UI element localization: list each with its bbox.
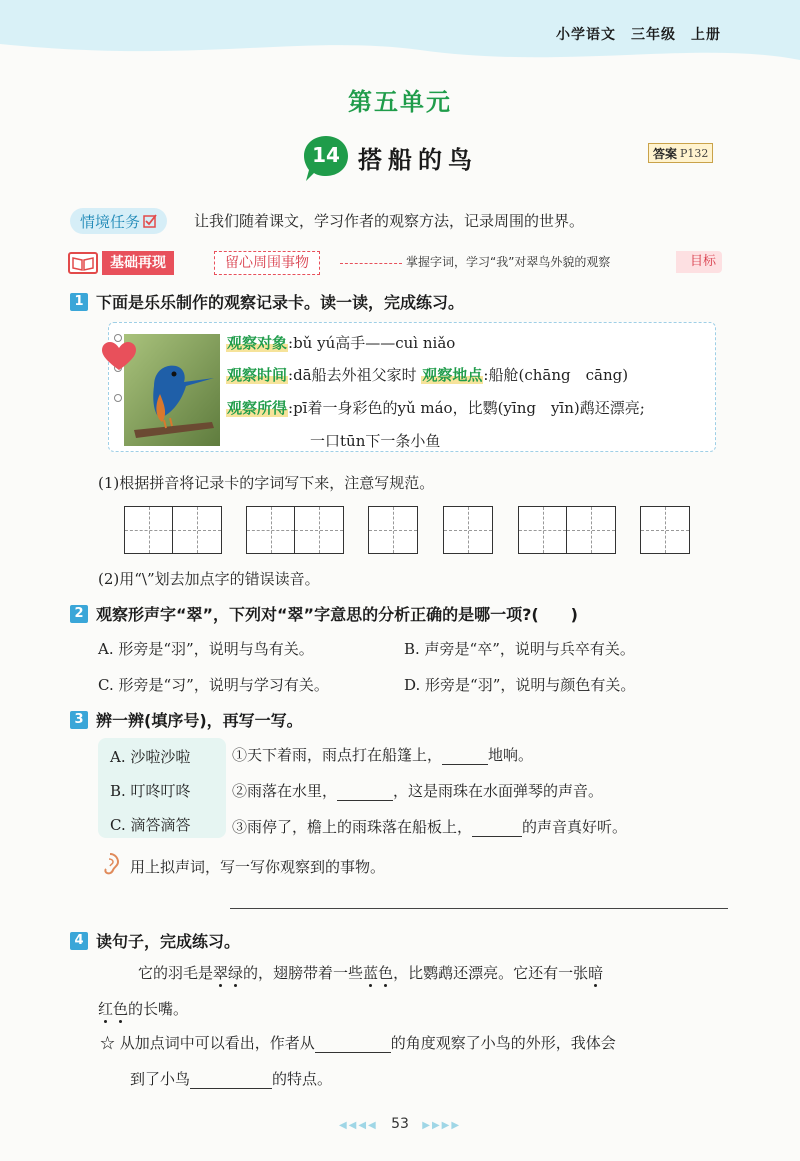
lesson-title: 搭船的鸟 xyxy=(358,145,478,174)
question-4-passage-line-1 xyxy=(138,962,603,983)
card-line-object xyxy=(226,332,455,353)
section-title: 基础再现 xyxy=(102,251,174,275)
question-2-option-a[interactable]: A. 形旁是“羽”，说明与鸟有关。 xyxy=(98,640,314,658)
question-number-4: 4 xyxy=(70,932,88,950)
task-text-pre: ☆ 从加点词中可以看出，作者从 xyxy=(100,1034,315,1052)
section-subtitle: 留心周围事物 xyxy=(214,251,320,275)
writing-box-2[interactable] xyxy=(246,506,344,554)
writing-box-4[interactable] xyxy=(443,506,493,554)
dotted-char: 色 xyxy=(113,1000,129,1018)
question-4-task-line-1 xyxy=(100,1032,616,1053)
sentence-2-post: ，这是雨珠在水面弹琴的声音。 xyxy=(393,782,604,800)
question-2-option-b[interactable]: B. 声旁是“卒”，说明与兵卒有关。 xyxy=(404,640,635,658)
card-text-place: :船舱(chāng cāng) xyxy=(483,366,629,384)
blank-4[interactable] xyxy=(315,1037,391,1053)
book-series-label: 小学语文 三年级 上册 xyxy=(556,27,721,43)
sentence-3-post: 的声音真好听。 xyxy=(522,818,628,836)
blank-5[interactable] xyxy=(190,1073,272,1089)
question-2-option-c[interactable]: C. 形旁是“习”，说明与学习有关。 xyxy=(98,676,329,694)
question-3-write-prompt: 用上拟声词，写一写你观察到的事物。 xyxy=(130,858,386,876)
checkbox-icon xyxy=(143,214,157,228)
right-arrows-icon: ▶▶▶▶ xyxy=(422,1120,462,1131)
unit-title: 第五单元 xyxy=(348,88,452,116)
card-label-object: 观察对象 xyxy=(227,334,288,352)
sentence-2-pre: ②雨落在水里， xyxy=(232,782,338,800)
card-text-time: :dā船去外祖父家时 xyxy=(288,366,417,384)
question-1-sub-2: (2)用“\”划去加点字的错误读音。 xyxy=(98,570,320,588)
section-goal: 掌握字词，学习“我”对翠鸟外貌的观察 xyxy=(406,255,611,269)
answer-line[interactable] xyxy=(230,908,728,909)
blank-2[interactable] xyxy=(337,785,393,801)
question-1-sub-1: (1)根据拼音将记录卡的字词写下来，注意写规范。 xyxy=(98,474,435,492)
question-2-text: 观察形声字“翠”，下列对“翠”字意思的分析正确的是哪一项?( ) xyxy=(96,605,578,624)
writing-box-1[interactable] xyxy=(124,506,222,554)
choice-c: C. 滴答滴答 xyxy=(110,816,191,834)
question-number-2: 2 xyxy=(70,605,88,623)
writing-box-3[interactable] xyxy=(368,506,418,554)
question-2-option-d[interactable]: D. 形旁是“羽”，说明与颜色有关。 xyxy=(404,676,636,694)
dotted-char: 翠 xyxy=(213,964,229,982)
heart-icon xyxy=(102,342,136,372)
sentence-1-pre: ①天下着雨，雨点打在船篷上， xyxy=(232,746,443,764)
dotted-char: 蓝 xyxy=(363,964,379,982)
sentence-1-post: 地响。 xyxy=(488,746,534,764)
lesson-number: 14 xyxy=(312,143,340,167)
dotted-char: 绿 xyxy=(228,964,244,982)
goal-tag: 目标 xyxy=(676,251,722,273)
writing-box-6[interactable] xyxy=(640,506,690,554)
book-icon xyxy=(68,252,98,274)
question-3-sentence-2 xyxy=(232,780,603,801)
question-1-text: 下面是乐乐制作的观察记录卡。读一读，完成练习。 xyxy=(96,293,465,312)
question-number-3: 3 xyxy=(70,711,88,729)
dotted-char: 暗 xyxy=(588,964,604,982)
page-number: 53 xyxy=(391,1116,409,1132)
answer-label: 答案 xyxy=(653,146,678,161)
choice-b: B. 叮咚叮咚 xyxy=(110,782,191,800)
passage-text: ，比鹦鹉还漂亮。它还有一张 xyxy=(393,964,589,982)
task-text: 让我们随着课文，学习作者的观察方法，记录周围的世界。 xyxy=(194,212,585,230)
answer-reference[interactable] xyxy=(648,143,713,163)
task-tag-label: 情境任务 xyxy=(80,212,141,231)
kingfisher-photo xyxy=(124,334,220,446)
card-text-object: :bǔ yú高手——cuì niǎo xyxy=(288,334,456,352)
sentence-3-pre: ③雨停了，檐上的雨珠落在船板上， xyxy=(232,818,473,836)
choice-a: A. 沙啦沙啦 xyxy=(110,748,191,766)
dotted-char: 红 xyxy=(98,1000,114,1018)
task-tag xyxy=(70,208,167,234)
question-4-passage-line-2 xyxy=(98,998,188,1019)
task-text-pre-2: 到了小鸟 xyxy=(130,1070,191,1088)
question-4-text: 读句子，完成练习。 xyxy=(96,932,241,951)
card-text-result: :pī着一身彩色的yǔ máo，比鹦(yīng yīn)鹉还漂亮; xyxy=(288,399,645,417)
passage-text: 的长嘴。 xyxy=(128,1000,189,1018)
card-line-time xyxy=(226,364,628,385)
blank-1[interactable] xyxy=(442,749,488,765)
question-number-1: 1 xyxy=(70,293,88,311)
passage-text: 的，翅膀带着一些 xyxy=(243,964,364,982)
card-line-result xyxy=(226,397,645,418)
banner-divider xyxy=(340,263,402,264)
page-footer xyxy=(0,1116,800,1132)
left-arrows-icon: ◀◀◀◀ xyxy=(338,1120,378,1131)
passage-text: 它的羽毛是 xyxy=(138,964,214,982)
question-3-text: 辨一辨(填序号)，再写一写。 xyxy=(96,711,303,730)
card-label-place: 观察地点 xyxy=(422,366,483,384)
task-text-post-2: 的特点。 xyxy=(272,1070,333,1088)
ear-icon xyxy=(100,853,120,875)
answer-page: P132 xyxy=(680,146,709,160)
writing-box-5[interactable] xyxy=(518,506,616,554)
card-label-result: 观察所得 xyxy=(227,399,288,417)
blank-3[interactable] xyxy=(472,821,522,837)
task-text-mid: 的角度观察了小鸟的外形，我体会 xyxy=(390,1034,616,1052)
card-label-time: 观察时间 xyxy=(227,366,288,384)
question-3-sentence-3 xyxy=(232,816,627,837)
dotted-char: 色 xyxy=(378,964,394,982)
card-text-result-2: 一口tūn下一条小鱼 xyxy=(310,432,441,450)
question-3-sentence-1 xyxy=(232,744,533,765)
question-4-task-line-2 xyxy=(130,1068,332,1089)
